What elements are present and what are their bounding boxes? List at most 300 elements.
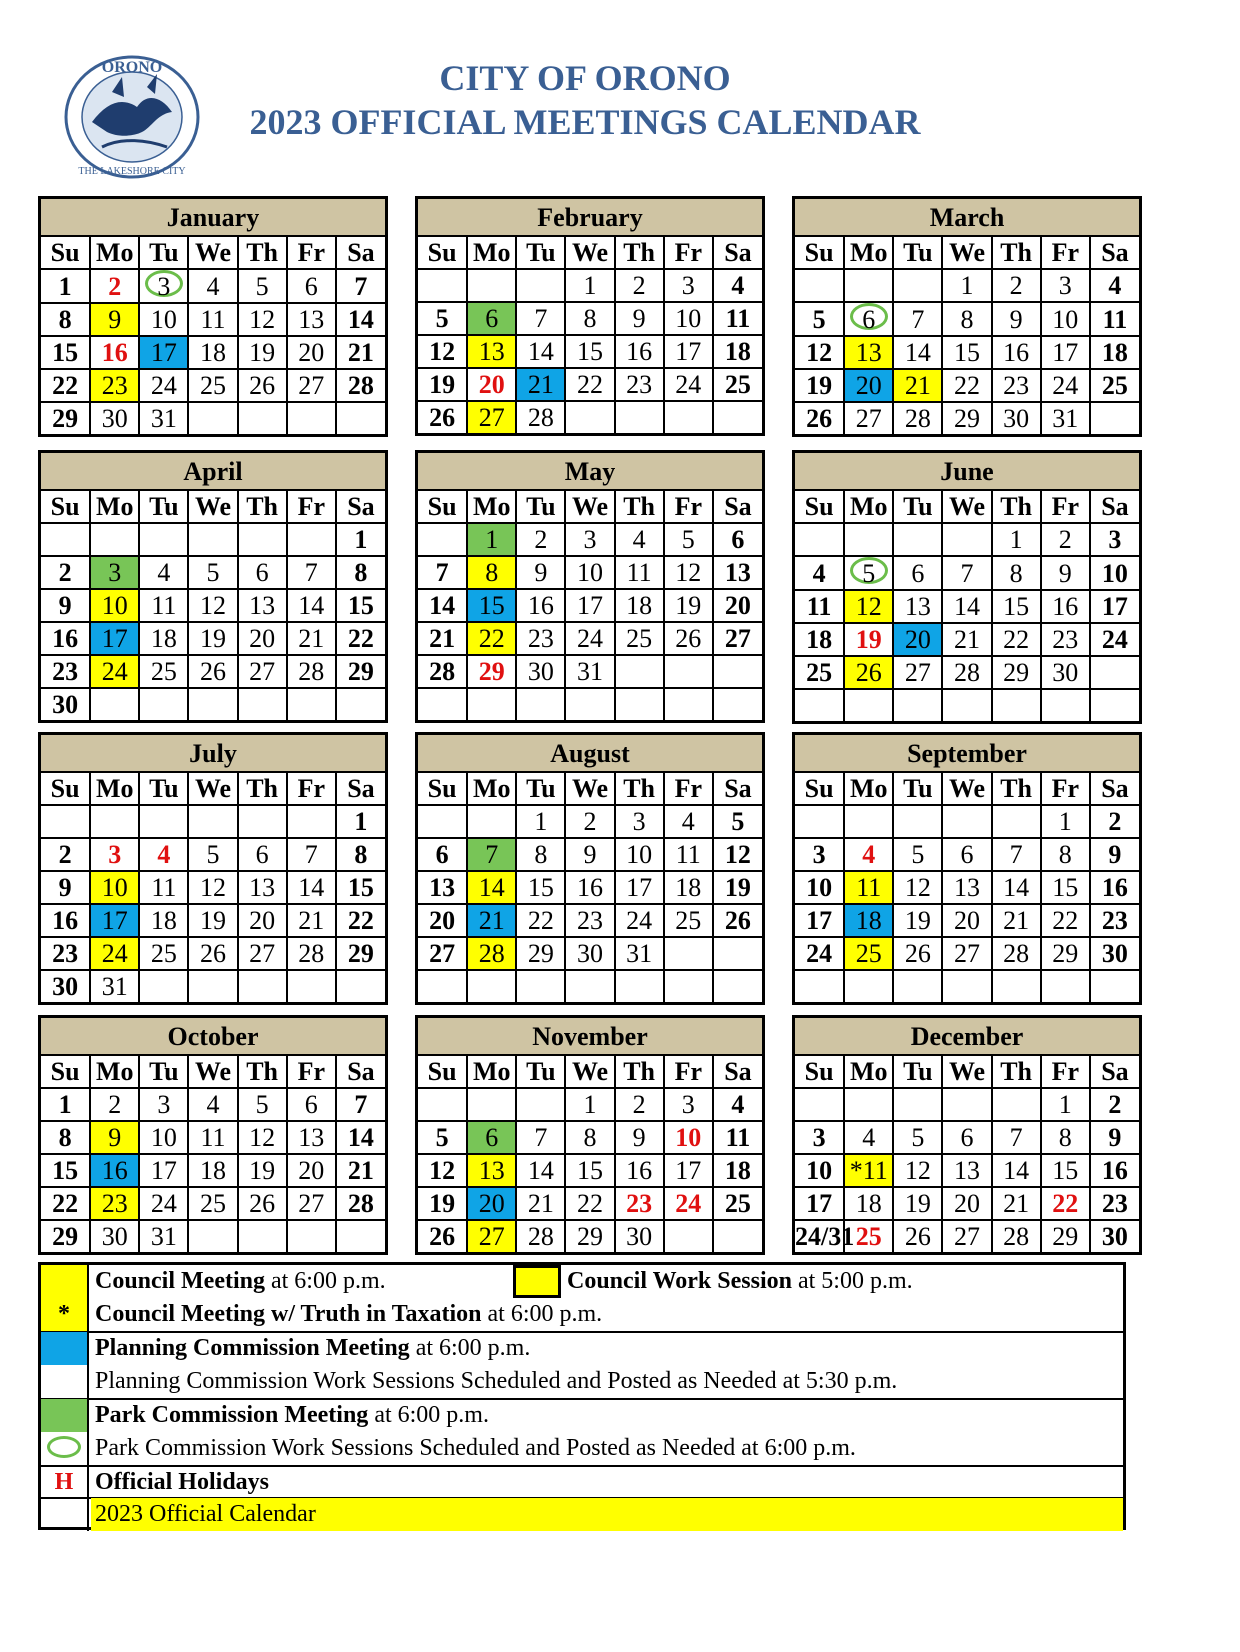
month-july xyxy=(38,732,388,1005)
day-cell: 10 xyxy=(90,871,139,904)
empty-cell xyxy=(795,689,844,721)
day-cell: 24 xyxy=(615,904,664,937)
day-cell: 7 xyxy=(992,1121,1041,1154)
day-cell: 9 xyxy=(992,302,1041,336)
day-cell: 26 xyxy=(188,937,237,970)
day-cell: 22 xyxy=(565,1187,614,1220)
week-row xyxy=(418,1220,762,1252)
empty-cell xyxy=(565,970,614,1002)
day-cell: 20 xyxy=(467,368,516,401)
week-row xyxy=(418,556,762,589)
day-cell: 2 xyxy=(615,269,664,302)
day-cell: 5 xyxy=(713,805,762,838)
empty-cell xyxy=(188,688,237,720)
day-cell: 24 xyxy=(795,937,844,970)
day-cell: 24 xyxy=(565,622,614,655)
empty-cell xyxy=(238,402,287,434)
day-cell: 12 xyxy=(664,556,713,589)
day-cell: 11 xyxy=(713,302,762,335)
day-cell: 20 xyxy=(287,1154,336,1187)
month-november xyxy=(415,1015,765,1255)
day-cell: 1 xyxy=(41,269,90,303)
day-cell: 23 xyxy=(615,1187,664,1220)
day-cell: 7 xyxy=(287,838,336,871)
day-cell: 29 xyxy=(41,402,90,434)
day-cell: 8 xyxy=(41,1121,90,1154)
empty-cell xyxy=(418,805,467,838)
day-cell: 27 xyxy=(467,1220,516,1252)
day-cell: 18 xyxy=(844,904,893,937)
empty-cell xyxy=(467,805,516,838)
official-calendar-swatch xyxy=(41,1498,89,1531)
day-cell: 30 xyxy=(1090,1220,1139,1252)
day-cell: 8 xyxy=(516,838,565,871)
day-cell: 15 xyxy=(942,336,991,369)
day-cell: 8 xyxy=(1041,838,1090,871)
day-cell: 20 xyxy=(287,336,336,369)
empty-cell xyxy=(336,688,385,720)
day-cell: 16 xyxy=(516,589,565,622)
day-cell: 4 xyxy=(1090,269,1139,302)
day-cell: 12 xyxy=(893,1154,942,1187)
day-cell: *11 xyxy=(844,1154,893,1187)
day-cell: 27 xyxy=(418,937,467,970)
week-row xyxy=(41,871,385,904)
day-cell: 14 xyxy=(942,590,991,623)
day-cell: 10 xyxy=(139,1121,188,1154)
day-cell: 28 xyxy=(418,655,467,688)
day-cell: 31 xyxy=(90,970,139,1002)
day-cell: 9 xyxy=(565,838,614,871)
day-cell: 23 xyxy=(90,369,139,402)
day-cell: 16 xyxy=(1090,1154,1139,1187)
green-ring-icon xyxy=(47,1436,81,1458)
empty-cell xyxy=(713,937,762,970)
day-cell: 19 xyxy=(844,623,893,656)
empty-cell xyxy=(893,805,942,838)
day-header: Sa xyxy=(336,491,385,523)
day-cell: 18 xyxy=(139,904,188,937)
day-cell: 22 xyxy=(992,623,1041,656)
day-header: Fr xyxy=(664,773,713,805)
day-cell: 28 xyxy=(516,1220,565,1252)
day-cell: 3 xyxy=(1090,523,1139,556)
day-cell: 14 xyxy=(467,871,516,904)
legend-row-planning xyxy=(41,1332,1123,1365)
week-row xyxy=(418,523,762,556)
month-grid xyxy=(795,237,1139,434)
day-header: We xyxy=(188,237,237,269)
day-cell: 28 xyxy=(992,1220,1041,1252)
day-header: Tu xyxy=(516,491,565,523)
day-cell: 7 xyxy=(336,1088,385,1121)
day-cell: 30 xyxy=(516,655,565,688)
week-row xyxy=(795,590,1139,623)
day-header: Fr xyxy=(287,237,336,269)
empty-cell xyxy=(188,970,237,1002)
park-work-session-ring: 3 xyxy=(145,270,183,297)
day-cell: 9 xyxy=(615,302,664,335)
day-cell: 5 xyxy=(238,269,287,303)
day-cell: 11 xyxy=(664,838,713,871)
day-header: Fr xyxy=(1041,491,1090,523)
day-cell: 30 xyxy=(90,1220,139,1252)
day-cell: 29 xyxy=(516,937,565,970)
day-cell: 13 xyxy=(287,303,336,336)
day-header: Th xyxy=(238,491,287,523)
day-cell: 22 xyxy=(336,622,385,655)
empty-cell xyxy=(287,523,336,556)
truth-in-taxation-label: Council Meeting w/ Truth in Taxation xyxy=(95,1301,482,1327)
day-cell: 12 xyxy=(188,871,237,904)
day-cell: 8 xyxy=(467,556,516,589)
day-header: Mo xyxy=(844,491,893,523)
day-cell: 26 xyxy=(664,622,713,655)
day-cell: 30 xyxy=(615,1220,664,1252)
week-row xyxy=(418,805,762,838)
day-header: Tu xyxy=(516,1056,565,1088)
empty-cell xyxy=(139,523,188,556)
day-cell xyxy=(844,556,893,590)
day-cell: 19 xyxy=(238,1154,287,1187)
week-row xyxy=(41,838,385,871)
day-cell: 4 xyxy=(139,838,188,871)
day-header: Sa xyxy=(336,237,385,269)
month-april xyxy=(38,450,388,723)
day-header: Mo xyxy=(90,237,139,269)
day-cell: 10 xyxy=(1041,302,1090,336)
day-cell: 10 xyxy=(139,303,188,336)
title-line-2: 2023 OFFICIAL MEETINGS CALENDAR xyxy=(249,102,921,142)
day-cell: 15 xyxy=(992,590,1041,623)
week-row xyxy=(41,1088,385,1121)
day-cell: 21 xyxy=(287,622,336,655)
month-grid xyxy=(41,491,385,720)
empty-cell xyxy=(795,523,844,556)
month-name: May xyxy=(418,453,762,491)
week-row xyxy=(41,336,385,369)
week-row xyxy=(795,623,1139,656)
day-cell: 1 xyxy=(336,805,385,838)
month-september xyxy=(792,732,1142,1005)
empty-cell xyxy=(418,1088,467,1121)
day-cell: 3 xyxy=(664,269,713,302)
week-row xyxy=(41,589,385,622)
day-cell: 28 xyxy=(467,937,516,970)
day-cell: 1 xyxy=(336,523,385,556)
day-cell: 8 xyxy=(336,556,385,589)
week-row xyxy=(795,336,1139,369)
day-cell: 13 xyxy=(238,589,287,622)
day-cell: 25 xyxy=(713,368,762,401)
day-header: Th xyxy=(992,237,1041,269)
day-cell: 7 xyxy=(516,302,565,335)
day-cell: 24 xyxy=(90,655,139,688)
day-cell: 22 xyxy=(336,904,385,937)
month-february xyxy=(415,196,765,436)
month-name: July xyxy=(41,735,385,773)
day-cell: 24 xyxy=(90,937,139,970)
day-cell: 29 xyxy=(992,656,1041,689)
day-cell: 15 xyxy=(565,335,614,368)
day-cell: 25 xyxy=(844,1220,893,1252)
empty-cell xyxy=(238,1220,287,1252)
day-header: We xyxy=(942,237,991,269)
day-cell: 7 xyxy=(516,1121,565,1154)
day-cell: 2 xyxy=(615,1088,664,1121)
day-cell: 3 xyxy=(139,1088,188,1121)
day-cell: 13 xyxy=(287,1121,336,1154)
empty-cell xyxy=(992,689,1041,721)
day-header: We xyxy=(565,1056,614,1088)
empty-cell xyxy=(844,523,893,556)
day-cell: 7 xyxy=(336,269,385,303)
month-grid xyxy=(795,1056,1139,1252)
day-cell: 28 xyxy=(992,937,1041,970)
day-cell: 13 xyxy=(844,336,893,369)
planning-work-sessions-text: Planning Commission Work Sessions Scheduled and Posted as Needed at 5:30 p.m. xyxy=(95,1368,898,1394)
day-cell: 6 xyxy=(942,1121,991,1154)
day-cell: 12 xyxy=(238,303,287,336)
day-cell: 29 xyxy=(41,1220,90,1252)
day-cell: 20 xyxy=(418,904,467,937)
day-header: Tu xyxy=(893,491,942,523)
day-header: Sa xyxy=(713,491,762,523)
day-cell: 19 xyxy=(664,589,713,622)
day-cell: 22 xyxy=(41,1187,90,1220)
day-cell: 12 xyxy=(418,1154,467,1187)
day-cell: 4 xyxy=(615,523,664,556)
day-cell: 9 xyxy=(516,556,565,589)
empty-cell xyxy=(139,970,188,1002)
day-cell: 2 xyxy=(41,838,90,871)
day-cell: 19 xyxy=(713,871,762,904)
day-cell: 2 xyxy=(41,556,90,589)
month-may xyxy=(415,450,765,723)
day-cell: 30 xyxy=(41,970,90,1002)
empty-cell xyxy=(713,655,762,688)
day-cell: 20 xyxy=(238,622,287,655)
day-cell: 21 xyxy=(992,1187,1041,1220)
week-row xyxy=(418,589,762,622)
month-name: August xyxy=(418,735,762,773)
empty-cell xyxy=(188,523,237,556)
empty-cell xyxy=(287,1220,336,1252)
day-cell xyxy=(844,302,893,336)
day-cell: 25 xyxy=(664,904,713,937)
day-cell: 26 xyxy=(418,401,467,433)
day-cell: 18 xyxy=(139,622,188,655)
empty-cell xyxy=(844,689,893,721)
day-cell: 25 xyxy=(615,622,664,655)
day-cell: 1 xyxy=(516,805,565,838)
empty-cell xyxy=(664,655,713,688)
day-cell: 15 xyxy=(41,1154,90,1187)
day-header: We xyxy=(565,237,614,269)
empty-cell xyxy=(844,1088,893,1121)
day-cell: 6 xyxy=(467,302,516,335)
empty-cell xyxy=(516,970,565,1002)
day-cell: 25 xyxy=(1090,369,1139,402)
day-header: Su xyxy=(795,1056,844,1088)
day-cell: 25 xyxy=(795,656,844,689)
empty-cell xyxy=(1041,970,1090,1002)
day-header: Su xyxy=(795,491,844,523)
day-cell: 19 xyxy=(795,369,844,402)
day-cell: 25 xyxy=(188,1187,237,1220)
week-row xyxy=(418,335,762,368)
empty-cell xyxy=(90,688,139,720)
week-row xyxy=(418,970,762,1002)
day-cell: 27 xyxy=(238,937,287,970)
day-cell: 24 xyxy=(139,369,188,402)
empty-cell xyxy=(1090,689,1139,721)
day-header: Fr xyxy=(664,237,713,269)
day-cell: 5 xyxy=(664,523,713,556)
empty-cell xyxy=(467,688,516,720)
empty-cell xyxy=(238,523,287,556)
month-august xyxy=(415,732,765,1005)
empty-cell xyxy=(664,1220,713,1252)
day-cell: 17 xyxy=(795,1187,844,1220)
day-cell: 1 xyxy=(1041,805,1090,838)
month-december xyxy=(792,1015,1142,1255)
day-cell: 26 xyxy=(418,1220,467,1252)
day-cell: 8 xyxy=(336,838,385,871)
month-october xyxy=(38,1015,388,1255)
day-cell: 9 xyxy=(41,871,90,904)
day-cell: 12 xyxy=(893,871,942,904)
holiday-symbol: H xyxy=(41,1466,89,1499)
day-cell: 3 xyxy=(664,1088,713,1121)
day-cell: 13 xyxy=(893,590,942,623)
empty-cell xyxy=(893,1088,942,1121)
month-grid xyxy=(418,1056,762,1252)
day-cell: 15 xyxy=(41,336,90,369)
day-cell: 16 xyxy=(41,904,90,937)
day-cell: 23 xyxy=(1041,623,1090,656)
day-cell: 19 xyxy=(418,1187,467,1220)
day-cell: 2 xyxy=(1090,1088,1139,1121)
planning-commission-time: at 6:00 p.m. xyxy=(409,1335,531,1361)
day-cell: 28 xyxy=(336,1187,385,1220)
day-cell: 28 xyxy=(942,656,991,689)
empty-cell xyxy=(238,688,287,720)
day-cell: 4 xyxy=(188,269,237,303)
day-cell: 15 xyxy=(1041,1154,1090,1187)
day-cell: 5 xyxy=(418,1121,467,1154)
month-name: February xyxy=(418,199,762,237)
day-cell: 26 xyxy=(893,1220,942,1252)
day-header: Tu xyxy=(516,237,565,269)
day-cell: 11 xyxy=(844,871,893,904)
day-cell: 23 xyxy=(41,655,90,688)
day-cell: 14 xyxy=(336,303,385,336)
day-cell: 27 xyxy=(287,1187,336,1220)
day-header: Th xyxy=(615,237,664,269)
day-cell: 31 xyxy=(139,1220,188,1252)
day-cell: 1 xyxy=(1041,1088,1090,1121)
day-cell: 26 xyxy=(795,402,844,434)
empty-cell xyxy=(844,970,893,1002)
week-row xyxy=(418,655,762,688)
empty-cell xyxy=(139,805,188,838)
day-cell: 29 xyxy=(942,402,991,434)
day-cell: 12 xyxy=(188,589,237,622)
day-header: Sa xyxy=(1090,1056,1139,1088)
week-row xyxy=(418,401,762,433)
council-work-session-label: Council Work Session xyxy=(567,1268,792,1294)
day-cell: 9 xyxy=(1090,1121,1139,1154)
day-cell: 19 xyxy=(893,1187,942,1220)
day-cell: 8 xyxy=(992,556,1041,590)
empty-cell xyxy=(139,688,188,720)
day-header: We xyxy=(942,773,991,805)
day-header: Sa xyxy=(713,773,762,805)
day-cell: 25 xyxy=(844,937,893,970)
day-cell: 1 xyxy=(565,1088,614,1121)
week-row xyxy=(418,688,762,720)
empty-cell xyxy=(41,805,90,838)
day-cell: 4 xyxy=(139,556,188,589)
day-header: Tu xyxy=(139,491,188,523)
empty-cell xyxy=(418,970,467,1002)
empty-cell xyxy=(942,805,991,838)
day-cell: 22 xyxy=(467,622,516,655)
day-header: We xyxy=(565,491,614,523)
day-cell: 17 xyxy=(90,904,139,937)
day-cell: 13 xyxy=(418,871,467,904)
day-header: Mo xyxy=(467,1056,516,1088)
day-cell: 28 xyxy=(336,369,385,402)
day-cell: 6 xyxy=(238,556,287,589)
day-header: Sa xyxy=(713,1056,762,1088)
day-cell: 28 xyxy=(893,402,942,434)
day-cell: 26 xyxy=(893,937,942,970)
day-cell: 3 xyxy=(565,523,614,556)
day-cell: 9 xyxy=(90,303,139,336)
day-cell: 5 xyxy=(893,838,942,871)
day-cell: 21 xyxy=(893,369,942,402)
day-header: Sa xyxy=(1090,773,1139,805)
day-cell: 14 xyxy=(893,336,942,369)
day-cell: 24 xyxy=(1090,623,1139,656)
empty-cell xyxy=(664,970,713,1002)
week-row xyxy=(418,904,762,937)
day-header: Mo xyxy=(844,773,893,805)
header xyxy=(0,0,1240,190)
day-header: Su xyxy=(41,1056,90,1088)
day-cell: 5 xyxy=(418,302,467,335)
day-cell: 18 xyxy=(615,589,664,622)
week-row xyxy=(41,369,385,402)
month-grid xyxy=(418,237,762,433)
day-header: Mo xyxy=(90,1056,139,1088)
week-row xyxy=(41,523,385,556)
day-cell: 6 xyxy=(942,838,991,871)
day-cell: 30 xyxy=(1090,937,1139,970)
week-row xyxy=(418,269,762,302)
day-cell: 21 xyxy=(942,623,991,656)
empty-cell xyxy=(942,523,991,556)
day-cell: 2 xyxy=(90,1088,139,1121)
day-cell: 27 xyxy=(467,401,516,433)
day-cell: 2 xyxy=(1090,805,1139,838)
day-cell: 5 xyxy=(238,1088,287,1121)
day-cell: 2 xyxy=(1041,523,1090,556)
day-cell: 7 xyxy=(418,556,467,589)
day-header: Th xyxy=(992,491,1041,523)
